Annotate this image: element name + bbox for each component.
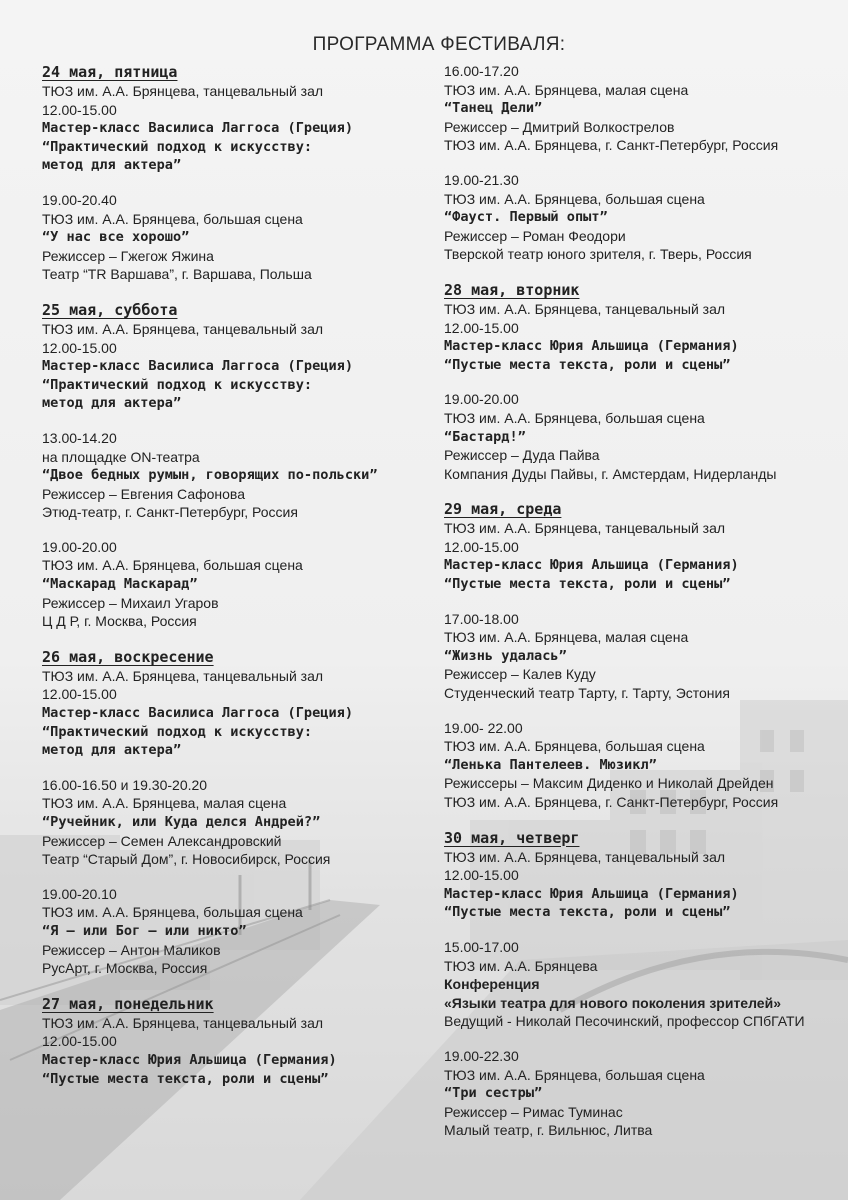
- event-detail: ТЮЗ им. А.А. Брянцева, г. Санкт-Петербург, Россия: [444, 794, 779, 810]
- spacer: [42, 522, 442, 538]
- spacer: [42, 175, 442, 191]
- event-detail: Режиссер – Семен Александровский: [42, 832, 282, 849]
- spacer: [444, 264, 834, 280]
- event-title: Конференция: [444, 976, 540, 993]
- event-title: “Практический подход к искусству:: [42, 723, 313, 740]
- event-title: “Маскарад Маскарад”: [42, 576, 198, 593]
- event-detail: 13.00-14.20: [42, 429, 117, 446]
- day-heading: 25 мая, суббота: [42, 300, 178, 319]
- day-heading: 29 мая, среда: [444, 500, 562, 519]
- event-detail: Студенческий театр Тарту, г. Тарту, Эстония: [444, 685, 730, 702]
- event-detail: Режиссер – Дмитрий Волкострелов: [444, 118, 675, 135]
- event-detail: Режиссер – Роман Феодори: [444, 227, 626, 244]
- event-title: Мастер-класс Юрия Альшица (Германия): [444, 557, 739, 574]
- spacer: [444, 594, 834, 610]
- event-detail: 16.00-17.20: [444, 63, 519, 79]
- event-title: “Практический подход к искусству:: [42, 138, 313, 155]
- event-title: Мастер-класс Василиса Лаггоса (Греция): [42, 705, 353, 722]
- event-detail: 19.00-21.30: [444, 171, 519, 188]
- event-detail: 16.00-16.50 и 19.30-20.20: [42, 776, 208, 793]
- event-detail: 12.00-15.00: [42, 686, 117, 703]
- event-detail: на площадке ON-театра: [42, 448, 200, 465]
- event-detail: ТЮЗ им. А.А. Брянцева, малая сцена: [444, 629, 689, 646]
- event-title: “Я – или Бог – или никто”: [42, 922, 247, 939]
- event-detail: ТЮЗ им. А.А. Брянцева, большая сцена: [42, 210, 303, 227]
- day-heading: 26 мая, воскресение: [42, 647, 214, 666]
- event-title: «Языки театра для нового поколения зрителей»: [444, 994, 781, 1011]
- event-detail: Малый театр, г. Вильнюс, Литва: [444, 1122, 653, 1139]
- event-detail: ТЮЗ им. А.А. Брянцева, г. Санкт-Петербург, Россия: [444, 137, 779, 154]
- event-detail: 12.00-15.00: [42, 339, 117, 356]
- event-detail: ТЮЗ им. А.А. Брянцева, большая сцена: [42, 904, 303, 921]
- event-detail: 15.00-17.00: [444, 938, 519, 955]
- event-title: “Ленька Пантелеев. Мюзикл”: [444, 756, 657, 773]
- event-detail: Режиссер – Дуда Пайва: [444, 447, 600, 464]
- event-detail: ТЮЗ им. А.А. Брянцева, большая сцена: [42, 557, 303, 574]
- event-detail: ТЮЗ им. А.А. Брянцева: [444, 957, 598, 974]
- event-detail: 12.00-15.00: [42, 101, 117, 118]
- event-detail: 19.00-20.00: [444, 391, 519, 408]
- event-title: метод для актера”: [42, 395, 182, 412]
- event-detail: 12.00-15.00: [444, 538, 519, 555]
- schedule-right-column: [444, 62, 834, 1140]
- event-title: “Танец Дели”: [444, 100, 543, 117]
- event-detail: 19.00-20.40: [42, 191, 117, 208]
- event-detail: 19.00-20.10: [42, 885, 117, 902]
- event-detail: Режиссеры – Максим Диденко и Николай Дрейден: [444, 775, 774, 792]
- event-detail: Ведущий - Николай Песочинский, профессор СПбГАТИ: [444, 1013, 805, 1030]
- event-detail: ТЮЗ им. А.А. Брянцева, большая сцена: [444, 1066, 705, 1083]
- spacer: [444, 703, 834, 719]
- event-detail: ТЮЗ им. А.А. Брянцева, танцевальный зал: [42, 667, 324, 684]
- event-title: “Пустые места текста, роли и сцены”: [444, 904, 731, 921]
- event-detail: ТЮЗ им. А.А. Брянцева, танцевальный зал: [444, 300, 726, 317]
- event-title: Мастер-класс Юрия Альшица (Германия): [42, 1051, 337, 1068]
- event-title: “Фауст. Первый опыт”: [444, 209, 608, 226]
- event-detail: ТЮЗ им. А.А. Брянцева, большая сцена: [444, 409, 705, 426]
- spacer: [444, 1031, 834, 1047]
- spacer: [444, 155, 834, 171]
- day-heading: 28 мая, вторник: [444, 280, 580, 299]
- event-title: метод для актера”: [42, 157, 182, 174]
- spacer: [42, 760, 442, 776]
- spacer: [444, 812, 834, 828]
- event-detail: ТЮЗ им. А.А. Брянцева, большая сцена: [444, 190, 705, 207]
- schedule-left-column: [42, 62, 442, 1088]
- event-title: “Практический подход к искусству:: [42, 376, 313, 393]
- event-detail: 19.00-22.30: [444, 1047, 519, 1064]
- event-detail: Режиссер – Гжегож Яжина: [42, 247, 214, 264]
- event-title: “Пустые места текста, роли и сцены”: [444, 356, 731, 373]
- event-title: Мастер-класс Юрия Альшица (Германия): [444, 338, 739, 355]
- event-detail: Режиссер – Михаил Угаров: [42, 594, 219, 611]
- event-detail: ТЮЗ им. А.А. Брянцева, малая сцена: [444, 81, 689, 98]
- event-detail: Режиссер – Евгения Сафонова: [42, 485, 245, 502]
- event-title: “Жизнь удалась”: [444, 647, 567, 664]
- event-title: Мастер-класс Василиса Лаггоса (Греция): [42, 358, 353, 375]
- event-detail: ТЮЗ им. А.А. Брянцева, танцевальный зал: [42, 1014, 324, 1031]
- event-detail: Тверской театр юного зрителя, г. Тверь, Россия: [444, 246, 752, 263]
- spacer: [444, 922, 834, 938]
- event-detail: Театр “Старый Дом”, г. Новосибирск, Россия: [42, 851, 331, 868]
- spacer: [42, 869, 442, 885]
- event-title: “Ручейник, или Куда делся Андрей?”: [42, 814, 321, 830]
- event-title: метод для актера”: [42, 742, 182, 759]
- event-detail: ТЮЗ им. А.А. Брянцева, танцевальный зал: [444, 520, 726, 537]
- event-title: Мастер-класс Василиса Лаггоса (Греция): [42, 120, 353, 137]
- event-detail: Театр “TR Варшава”, г. Варшава, Польша: [42, 266, 312, 283]
- spacer: [444, 374, 834, 390]
- event-detail: ТЮЗ им. А.А. Брянцева, танцевальный зал: [444, 848, 726, 865]
- event-detail: ТЮЗ им. А.А. Брянцева, танцевальный зал: [42, 320, 324, 337]
- event-detail: Режиссер – Римас Туминас: [444, 1103, 623, 1120]
- spacer: [42, 413, 442, 429]
- spacer: [444, 483, 834, 499]
- event-detail: Режиссер – Калев Куду: [444, 666, 596, 683]
- event-detail: 19.00- 22.00: [444, 719, 523, 736]
- page-title: ПРОГРАММА ФЕСТИВАЛЯ:: [312, 34, 566, 55]
- spacer: [42, 631, 442, 647]
- event-detail: Компания Дуды Пайвы, г. Амстердам, Нидерланды: [444, 465, 777, 482]
- event-detail: РусАрт, г. Москва, Россия: [42, 960, 208, 977]
- event-detail: Этюд-театр, г. Санкт-Петербург, Россия: [42, 504, 298, 521]
- event-title: “Пустые места текста, роли и сцены”: [444, 576, 731, 593]
- event-title: “Бастард!”: [444, 428, 526, 445]
- event-title: “Двое бедных румын, говорящих по-польски”: [42, 467, 378, 484]
- event-detail: ТЮЗ им. А.А. Брянцева, танцевальный зал: [42, 83, 324, 99]
- spacer: [42, 978, 442, 994]
- event-detail: ТЮЗ им. А.А. Брянцева, большая сцена: [444, 738, 705, 755]
- event-title: Мастер-класс Юрия Альшица (Германия): [444, 885, 739, 902]
- event-detail: Ц Д Р, г. Москва, Россия: [42, 613, 197, 630]
- day-heading: 30 мая, четверг: [444, 828, 580, 847]
- event-title: “У нас все хорошо”: [42, 229, 190, 246]
- day-heading: 27 мая, понедельник: [42, 994, 214, 1013]
- event-detail: 17.00-18.00: [444, 610, 519, 627]
- event-detail: 12.00-15.00: [42, 1033, 117, 1050]
- event-detail: 12.00-15.00: [444, 867, 519, 884]
- event-detail: Режиссер – Антон Маликов: [42, 941, 221, 958]
- event-title: “Пустые места текста, роли и сцены”: [42, 1070, 329, 1087]
- day-heading: 24 мая, пятница: [42, 63, 178, 81]
- event-title: “Три сестры”: [444, 1085, 543, 1102]
- event-detail: 12.00-15.00: [444, 319, 519, 336]
- event-detail: 19.00-20.00: [42, 538, 117, 555]
- spacer: [42, 284, 442, 300]
- event-detail: ТЮЗ им. А.А. Брянцева, малая сцена: [42, 795, 287, 812]
